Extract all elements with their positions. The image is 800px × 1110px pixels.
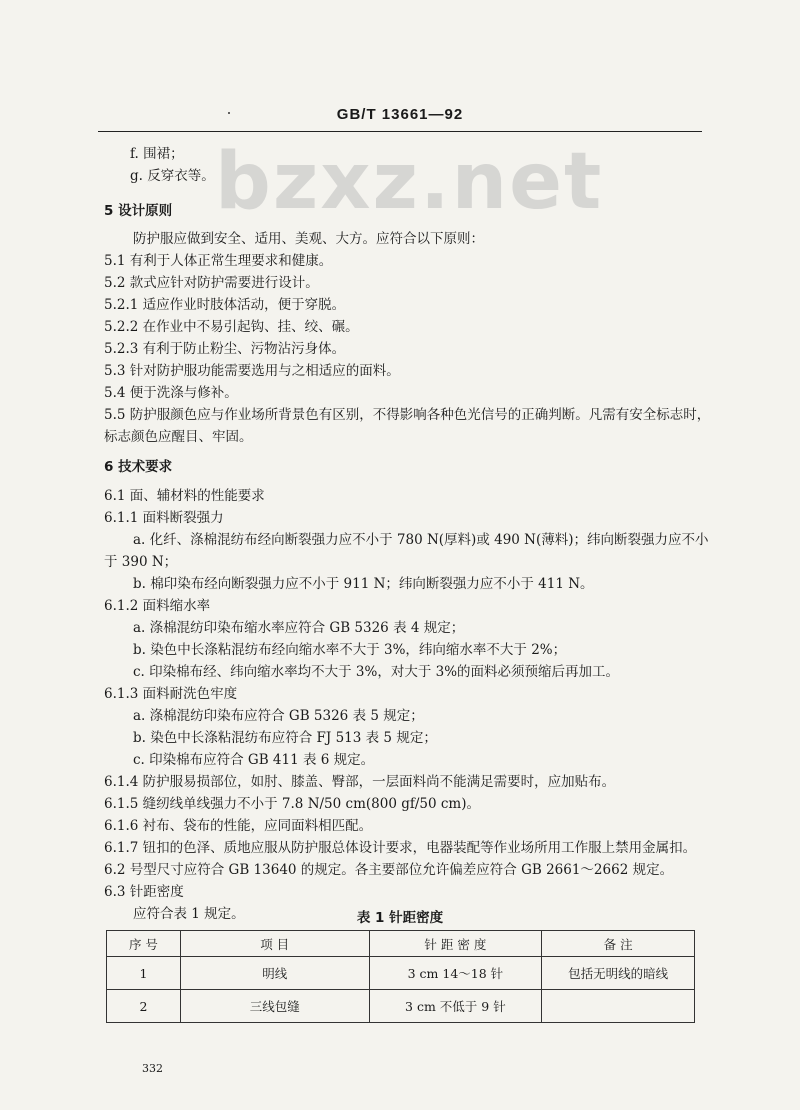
cell-seq: 1	[107, 957, 181, 990]
header-remark: 备 注	[542, 931, 695, 957]
text-line: 5.5 防护服颜色应与作业场所背景色有区别，不得影响各种色光信号的正确判断。凡需有安全标志时，	[104, 407, 711, 423]
text-line: 5.2.1 适应作业时肢体活动，便于穿脱。	[104, 297, 346, 313]
text-line: b. 染色中长涤粘混纺布经向缩水率不大于 3%，纬向缩水率不大于 2%；	[133, 642, 567, 658]
section-heading: 6 技术要求	[104, 459, 173, 475]
text-line: 标志颜色应醒目、牢固。	[104, 429, 253, 445]
header-seq: 序 号	[107, 931, 181, 957]
text-line: 5.2.3 有利于防止粉尘、污物沾污身体。	[104, 341, 346, 357]
text-line: 6.3 针距密度	[104, 884, 184, 900]
cell-item: 三线包缝	[180, 990, 369, 1023]
text-line: b. 棉印染布经向断裂强力应不小于 911 N；纬向断裂强力应不小于 411 N。	[133, 576, 594, 592]
table-header-row	[107, 931, 695, 957]
text-line: 6.1.1 面料断裂强力	[104, 510, 224, 526]
table-caption: 表 1 针距密度	[356, 910, 444, 926]
text-line: 6.1 面、辅材料的性能要求	[104, 488, 265, 504]
text-line: 6.1.7 钮扣的色泽、质地应服从防护服总体设计要求，电器装配等作业场所用工作服上禁用金属扣。	[104, 840, 697, 856]
text-line: 5.2.2 在作业中不易引起钩、挂、绞、碾。	[104, 319, 359, 335]
header-item: 项 目	[180, 931, 369, 957]
cell-density: 3 cm 不低于 9 针	[369, 990, 542, 1023]
text-line: 5.4 便于洗涤与修补。	[104, 385, 238, 401]
text-line: 5.2 款式应针对防护需要进行设计。	[104, 275, 319, 291]
page-number: 332	[142, 1062, 163, 1075]
standard-code-header: GB/T 13661—92	[336, 106, 464, 123]
text-line: 6.1.4 防护服易损部位，如肘、膝盖、臀部，一层面料尚不能满足需要时，应加贴布。	[104, 774, 616, 790]
cell-item: 明线	[180, 957, 369, 990]
text-line: a. 涤棉混纺印染布缩水率应符合 GB 5326 表 4 规定；	[133, 620, 465, 636]
text-line: 5.1 有利于人体正常生理要求和健康。	[104, 253, 333, 269]
cell-remark: 包括无明线的暗线	[542, 957, 695, 990]
watermark: bzxz.net	[215, 137, 604, 227]
text-line: 6.2 号型尺寸应符合 GB 13640 的规定。各主要部位允许偏差应符合 GB 2661～2662 规定。	[104, 862, 674, 878]
text-line: 于 390 N；	[104, 554, 178, 570]
cell-remark	[542, 990, 695, 1023]
header-density: 针 距 密 度	[369, 931, 542, 957]
text-line: 5.3 针对防护服功能需要选用与之相适应的面料。	[104, 363, 400, 379]
text-line: a. 化纤、涤棉混纺布经向断裂强力应不小于 780 N(厚料)或 490 N(薄料)；纬向断裂强力应不小	[133, 532, 709, 548]
text-line: f. 围裙；	[130, 146, 184, 162]
header-rule	[98, 131, 702, 132]
table-row	[107, 990, 695, 1023]
text-line: 应符合表 1 规定。	[133, 906, 245, 922]
cell-seq: 2	[107, 990, 181, 1023]
text-line: 防护服应做到安全、适用、美观、大方。应符合以下原则：	[133, 231, 484, 247]
stitch-density-table	[106, 930, 695, 1023]
table-row	[107, 957, 695, 990]
text-line: b. 染色中长涤粘混纺布应符合 FJ 513 表 5 规定；	[133, 730, 437, 746]
text-line: 6.1.6 衬布、袋布的性能，应同面料相匹配。	[104, 818, 373, 834]
text-line: g. 反穿衣等。	[130, 168, 215, 184]
cell-density: 3 cm 14～18 针	[369, 957, 542, 990]
text-line: 6.1.2 面料缩水率	[104, 598, 211, 614]
text-line: 6.1.3 面料耐洗色牢度	[104, 686, 238, 702]
text-line: c. 印染棉布经、纬向缩水率均不大于 3%，对大于 3%的面料必须预缩后再加工。	[133, 664, 620, 680]
text-line: 6.1.5 缝纫线单线强力不小于 7.8 N/50 cm(800 gf/50 cm)。	[104, 796, 480, 812]
text-line: c. 印染棉布应符合 GB 411 表 6 规定。	[133, 752, 375, 768]
text-line: a. 涤棉混纺印染布应符合 GB 5326 表 5 规定；	[133, 708, 424, 724]
section-heading: 5 设计原则	[104, 203, 173, 219]
